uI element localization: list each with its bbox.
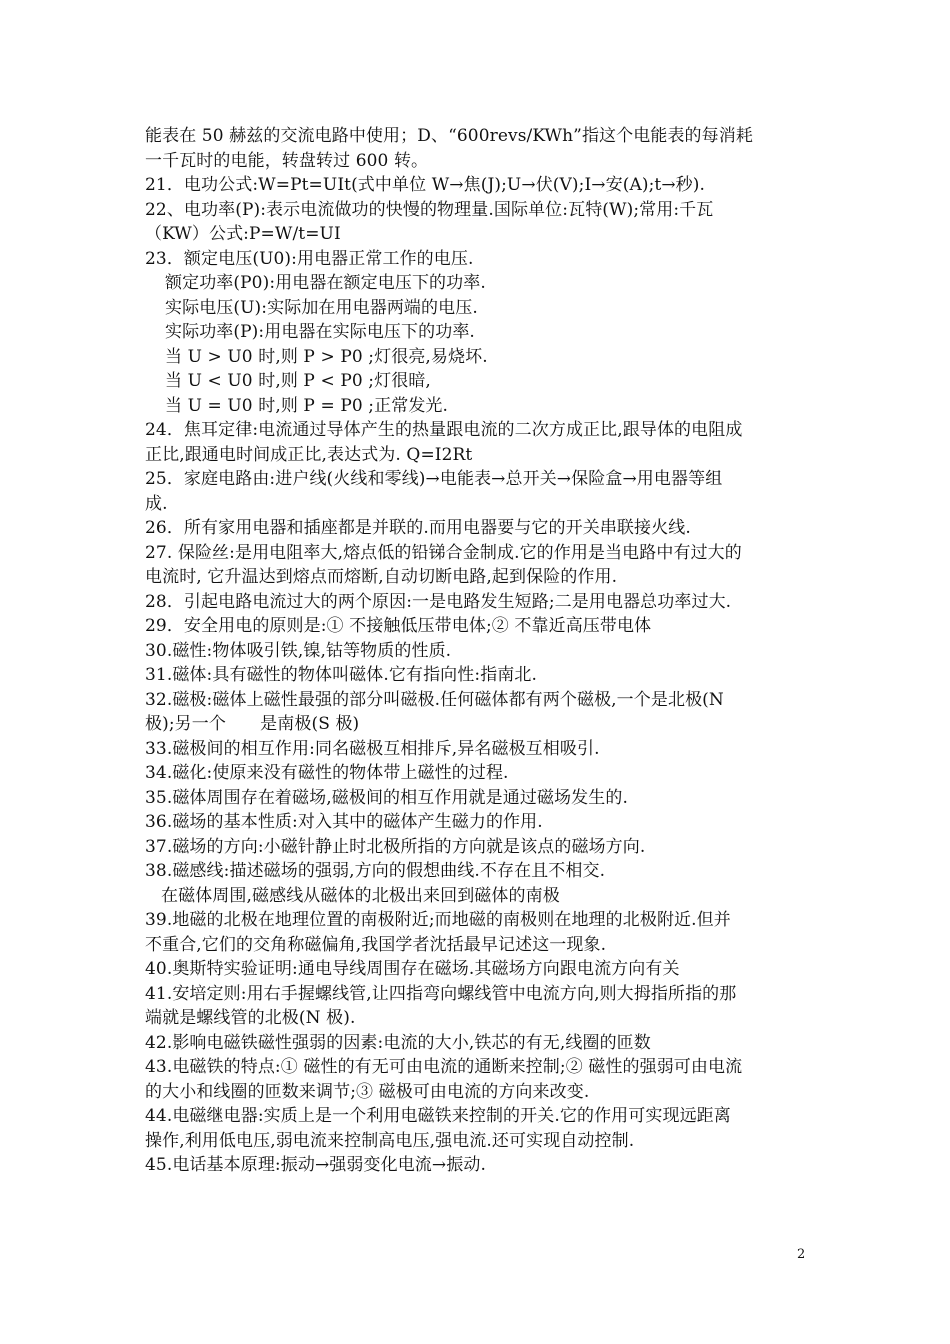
page-number: 2 <box>797 1247 806 1262</box>
text-line: 的大小和线圈的匝数来调节;③ 磁极可由电流的方向来改变. <box>145 1081 590 1102</box>
item-32: 32.磁极:磁体上磁性最强的部分叫磁极.任何磁体都有两个磁极,一个是北极(N <box>145 689 724 710</box>
item-39: 39.地磁的北极在地理位置的南极附近;而地磁的南极则在地理的北极附近.但并 <box>145 910 731 930</box>
text-line: 不重合,它们的交角称磁偏角,我国学者沈括最早记述这一现象. <box>145 934 607 955</box>
item-35: 35.磁体周围存在着磁场,磁极间的相互作用就是通过磁场发生的. <box>145 787 628 808</box>
text-line: 在磁体周围,磁感线从磁体的北极出来回到磁体的南极 <box>161 885 560 906</box>
text-line: 实际功率(P):用电器在实际电压下的功率. <box>165 322 475 342</box>
text-line: 额定功率(P0):用电器在额定电压下的功率. <box>165 273 486 293</box>
item-33: 33.磁极间的相互作用:同名磁极互相排斥,异名磁极互相吸引. <box>145 738 600 759</box>
item-41: 41.安培定则:用右手握螺线管,让四指弯向螺线管中电流方向,则大拇指所指的那 <box>145 983 737 1004</box>
item-28: 28．引起电路电流过大的两个原因:一是电路发生短路;二是用电器总功率过大. <box>145 591 732 612</box>
item-37: 37.磁场的方向:小磁针静止时北极所指的方向就是该点的磁场方向. <box>145 836 646 857</box>
item-21: 21．电功公式:W=Pt=UIt(式中单位 W→焦(J);U→伏(V);I→安(A);t→秒). <box>145 175 706 195</box>
item-23: 23．额定电压(U0):用电器正常工作的电压. <box>145 248 474 269</box>
item-44: 44.电磁继电器:实质上是一个利用电磁铁来控制的开关.它的作用可实现远距离 <box>145 1106 731 1126</box>
text-line: 极);另一个 是南极(S 极) <box>145 714 360 734</box>
text-line: 当 U < U0 时,则 P < P0 ;灯很暗, <box>165 371 431 391</box>
text-line: 能表在 50 赫兹的交流电路中使用；D、“600revs/KWh”指这个电能表的每消耗 <box>145 126 753 146</box>
text-line: 操作,利用低电压,弱电流来控制高电压,强电流.还可实现自动控制. <box>145 1130 635 1151</box>
item-26: 26．所有家用电器和插座都是并联的.而用电器要与它的开关串联接火线. <box>145 518 691 538</box>
item-42: 42.影响电磁铁磁性强弱的因素:电流的大小,铁芯的有无,线圈的匝数 <box>145 1032 651 1053</box>
item-38: 38.磁感线:描述磁场的强弱,方向的假想曲线.不存在且不相交. <box>145 861 606 881</box>
item-22: 22、电功率(P):表示电流做功的快慢的物理量.国际单位:瓦特(W);常用:千瓦 <box>145 199 714 220</box>
item-29: 29．安全用电的原则是:① 不接触低压带电体;② 不靠近高压带电体 <box>145 616 652 636</box>
item-40: 40.奥斯特实验证明:通电导线周围存在磁场.其磁场方向跟电流方向有关 <box>145 959 680 979</box>
text-line: 当 U = U0 时,则 P = P0 ;正常发光. <box>165 395 449 416</box>
item-43: 43.电磁铁的特点:① 磁性的有无可由电流的通断来控制;② 磁性的强弱可由电流 <box>145 1057 743 1077</box>
item-25: 25．家庭电路由:进户线(火线和零线)→电能表→总开关→保险盒→用电器等组 <box>145 469 723 489</box>
text-line: 正比,跟通电时间成正比,表达式为. Q=I2Rt <box>145 444 473 465</box>
text-line: 端就是螺线管的北极(N 极). <box>145 1008 356 1028</box>
item-27: 27. 保险丝:是用电阻率大,熔点低的铅锑合金制成.它的作用是当电路中有过大的 <box>145 542 742 563</box>
text-line: 电流时, 它升温达到熔点而熔断,自动切断电路,起到保险的作用. <box>145 567 618 587</box>
item-31: 31.磁体:具有磁性的物体叫磁体.它有指向性:指南北. <box>145 665 537 685</box>
item-24: 24．焦耳定律:电流通过导体产生的热量跟电流的二次方成正比,跟导体的电阻成 <box>145 420 743 440</box>
text-line: 成. <box>145 493 168 514</box>
text-line: 当 U > U0 时,则 P > P0 ;灯很亮,易烧坏. <box>165 346 488 367</box>
text-line: （KW）公式:P=W/t=UI <box>145 224 341 244</box>
page-body <box>145 124 811 1178</box>
item-36: 36.磁场的基本性质:对入其中的磁体产生磁力的作用. <box>145 812 543 832</box>
text-line: 一千瓦时的电能，转盘转过 600 转。 <box>145 150 429 171</box>
item-30: 30.磁性:物体吸引铁,镍,钴等物质的性质. <box>145 640 452 661</box>
item-45: 45.电话基本原理:振动→强弱变化电流→振动. <box>145 1155 486 1175</box>
item-34: 34.磁化:使原来没有磁性的物体带上磁性的过程. <box>145 763 509 783</box>
text-line: 实际电压(U):实际加在用电器两端的电压. <box>165 297 478 318</box>
